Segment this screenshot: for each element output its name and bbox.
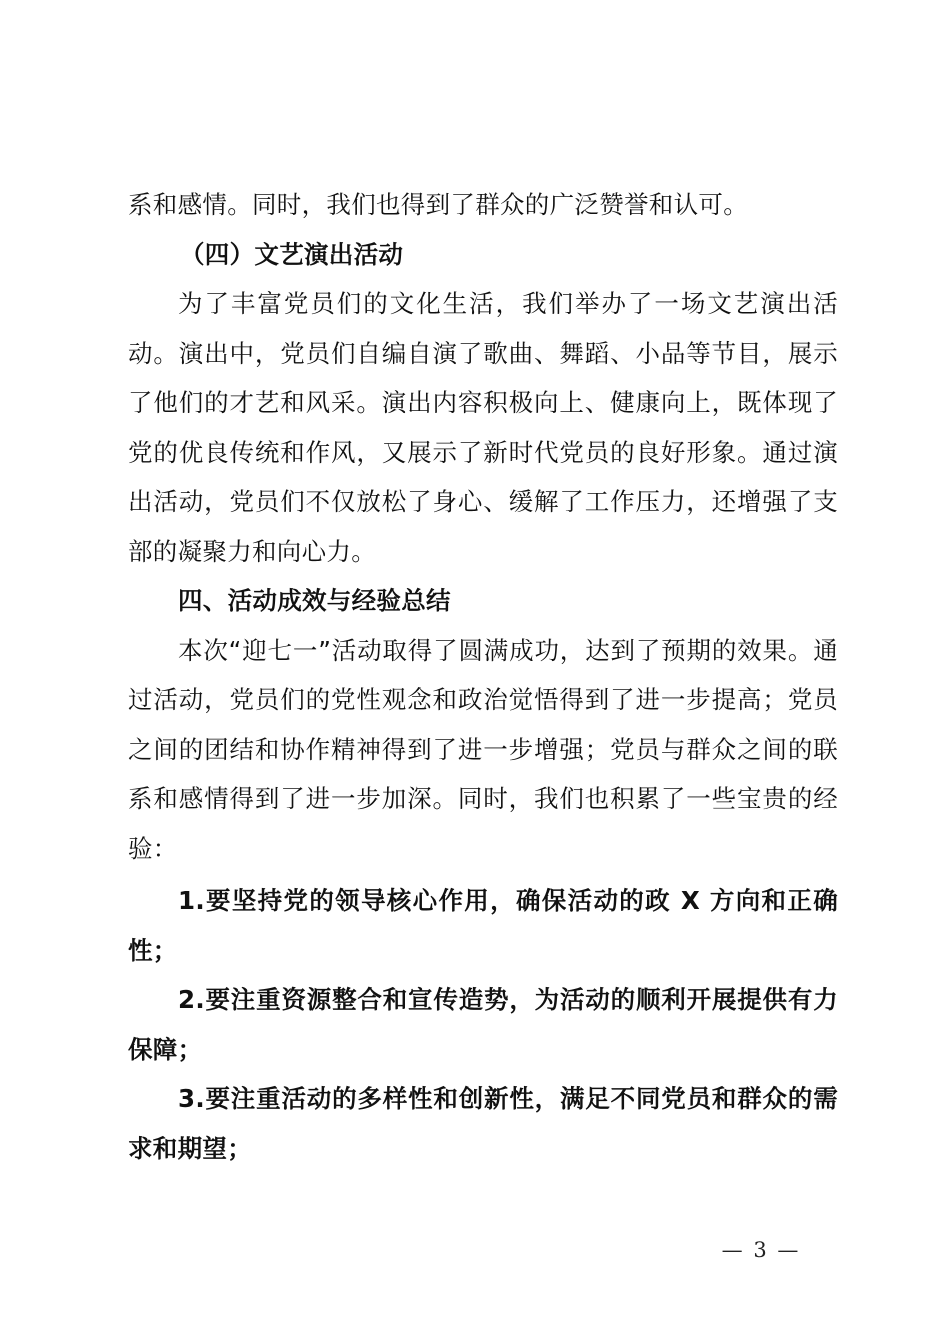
results-paragraph: 本次“迎七一”活动取得了圆满成功，达到了预期的效果。通过活动，党员们的党性观念和政治觉悟得到了进一步提高；党员之间的团结和协作精神得到了进一步增强；党员与群众之间的联系和感情得到了进一步加深。同时，我们也积累了一些宝贵的经验：: [128, 635, 838, 863]
document-body: [128, 180, 838, 1173]
page-number: — 3 —: [721, 1238, 801, 1262]
performance-paragraph: 为了丰富党员们的文化生活，我们举办了一场文艺演出活动。演出中，党员们自编自演了歌曲、舞蹈、小品等节目，展示了他们的才艺和风采。演出内容积极向上、健康向上，既体现了党的优良传统和作风，又展示了新时代党员的良好形象。通过演出活动，党员们不仅放松了身心、缓解了工作压力，还增强了支部的凝聚力和向心力。: [128, 289, 838, 566]
lesson-item-2: 2.要注重资源整合和宣传造势，为活动的顺利开展提供有力保障；: [128, 985, 838, 1064]
lesson-item-3: 3.要注重活动的多样性和创新性，满足不同党员和群众的需求和期望；: [128, 1084, 838, 1163]
chapter-heading-results: 四、活动成效与经验总结: [178, 586, 451, 615]
lesson-item-1: 1.要坚持党的领导核心作用，确保活动的政 X 方向和正确性；: [128, 886, 838, 965]
continued-paragraph: 系和感情。同时，我们也得到了群众的广泛赞誉和认可。: [128, 190, 748, 219]
section-heading-performance: （四）文艺演出活动: [180, 239, 404, 269]
